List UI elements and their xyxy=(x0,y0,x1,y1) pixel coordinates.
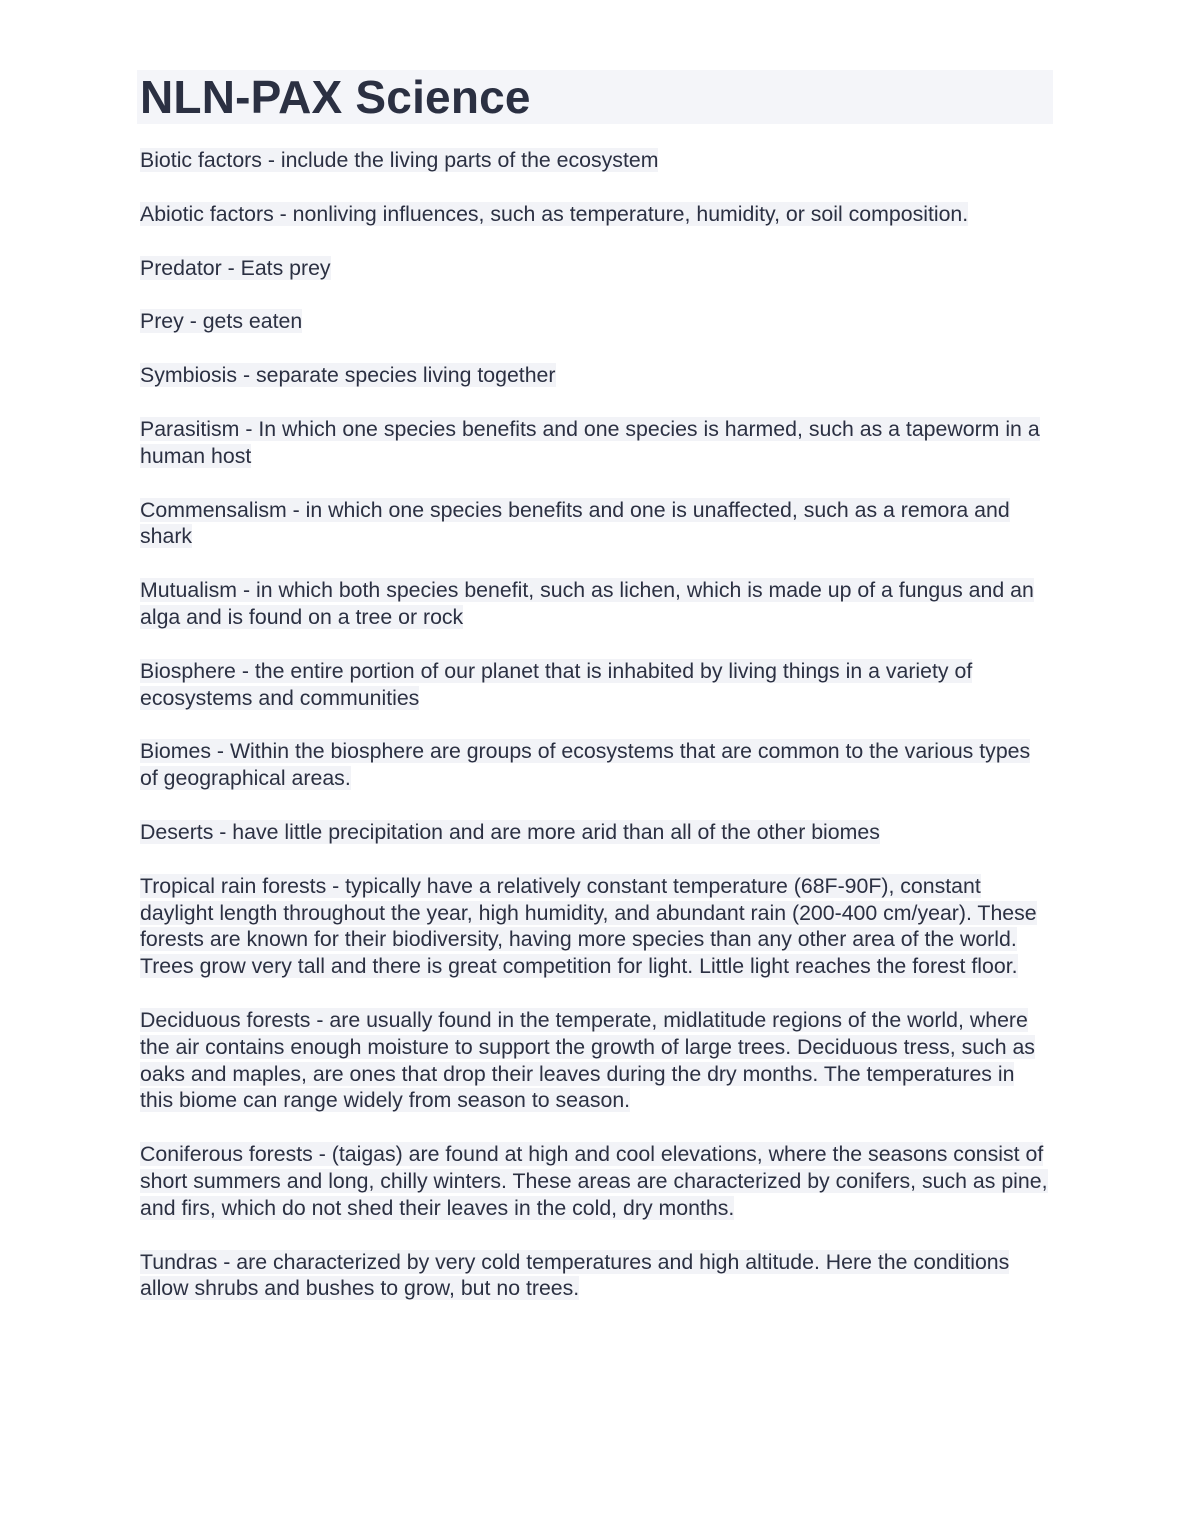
entry-biomes: Biomes - Within the biosphere are groups of ecosystems that are common to the various types of geographical areas. xyxy=(140,739,1031,791)
entry-biosphere: Biosphere - the entire portion of our planet that is inhabited by living things in a variety of ecosystems and communities xyxy=(140,658,973,710)
entry-predator: Predator - Eats prey xyxy=(140,255,331,280)
title-bar xyxy=(137,70,1053,124)
entry-abiotic-factors: Abiotic factors - nonliving influences, such as temperature, humidity, or soil composition. xyxy=(140,201,969,226)
entry-prey: Prey - gets eaten xyxy=(140,309,303,334)
entry-biotic-factors: Biotic factors - include the living parts of the ecosystem xyxy=(140,148,659,172)
entry-tropical-rain-forests: Tropical rain forests - typically have a relatively constant temperature (68F-90F), constant daylight length throughout the year, high humidity, and abundant rain (200-400 cm/year). These forests are known for their biodiversity, having more species than any other area of the world. Trees grow very tall and there is great competition for light. Little light reaches the forest floor. xyxy=(140,873,1037,979)
entry-commensalism: Commensalism - in which one species benefits and one is unaffected, such as a remora and shark xyxy=(140,497,1010,549)
entry-coniferous-forests: Coniferous forests - (taigas) are found at high and cool elevations, where the seasons consist of short summers and long, chilly winters. These areas are characterized by conifers, such as pine, and firs, which do not shed their leaves in the cold, dry months. xyxy=(140,1142,1048,1220)
entry-list xyxy=(137,147,1053,1302)
entry-deserts: Deserts - have little precipitation and are more arid than all of the other biomes xyxy=(140,819,880,844)
page-title: NLN-PAX Science xyxy=(140,71,531,123)
document-page xyxy=(137,70,1053,1329)
entry-symbiosis: Symbiosis - separate species living together xyxy=(140,363,556,388)
entry-tundras: Tundras - are characterized by very cold temperatures and high altitude. Here the conditions allow shrubs and bushes to grow, but no trees. xyxy=(140,1249,1010,1301)
entry-parasitism: Parasitism - In which one species benefits and one species is harmed, such as a tapeworm in a human host xyxy=(140,416,1040,468)
entry-mutualism: Mutualism - in which both species benefit, such as lichen, which is made up of a fungus and an alga and is found on a tree or rock xyxy=(140,578,1034,629)
entry-deciduous-forests: Deciduous forests - are usually found in the temperate, midlatitude regions of the world, where the air contains enough moisture to support the growth of large trees. Deciduous tress, such as oaks and maples, are ones that drop their leaves during the dry months. The temperatures in this biome can range widely from season to season. xyxy=(140,1007,1035,1113)
